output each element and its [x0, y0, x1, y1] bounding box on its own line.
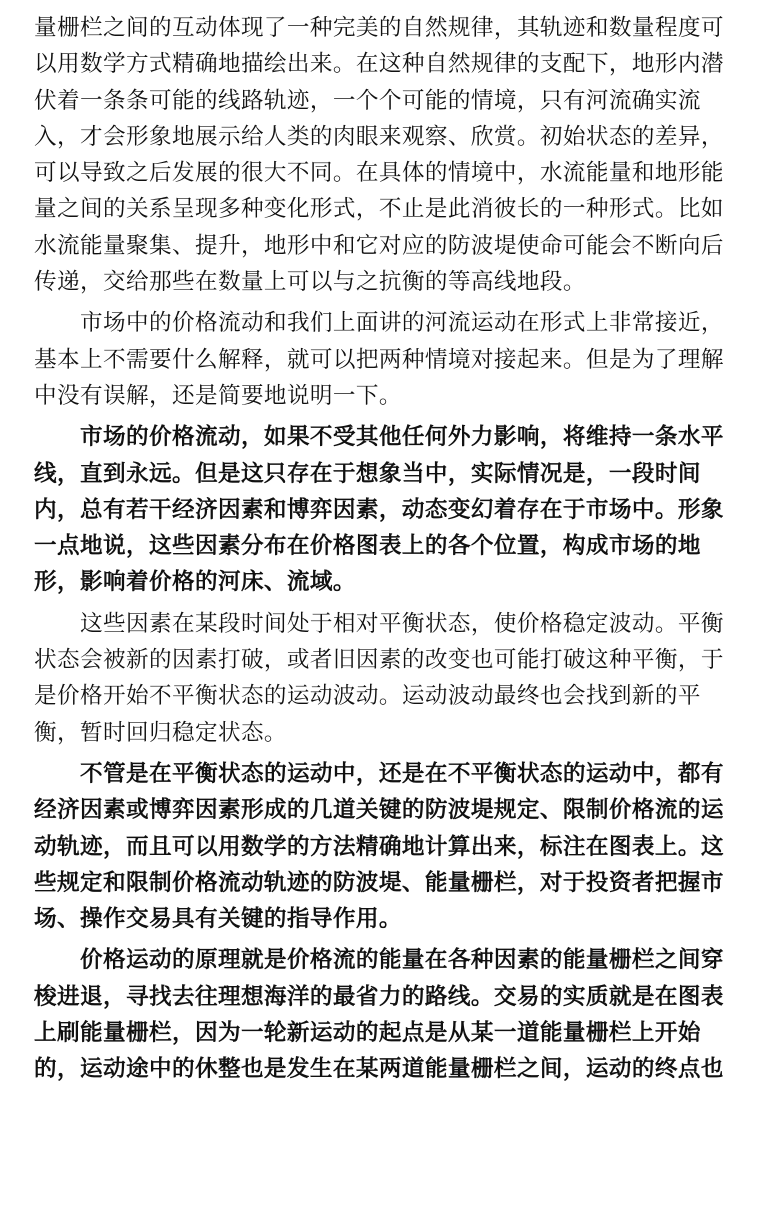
text-line: 上刷能量栅栏，因为一轮新运动的起点是从某一道能量栅栏上开始: [34, 1020, 701, 1047]
text-line: 可以导致之后发展的很大不同。在具体的情境中，水流能量和地形能: [34, 160, 724, 187]
text-line: 中没有误解，还是简要地说明一下。: [34, 382, 402, 409]
text-line: 是价格开始不平衡状态的运动波动。运动波动最终也会找到新的平: [34, 683, 701, 710]
text-line: 动轨迹，而且可以用数学的方法精确地计算出来，标注在图表上。这: [34, 833, 724, 860]
text-line: 水流能量聚集、提升，地形中和它对应的防波堤使命可能会不断向后: [34, 232, 724, 259]
document-page: [34, 10, 734, 1093]
text-line: 线，直到永远。但是这只存在于想象当中，实际情况是，一段时间: [34, 460, 701, 487]
text-line: 价格运动的原理就是价格流的能量在各种因素的能量栅栏之间穿: [80, 947, 724, 974]
text-line: 以用数学方式精确地描绘出来。在这种自然规律的支配下，地形内潜: [34, 51, 724, 78]
paragraph-breakwater-bold: [34, 756, 734, 937]
paragraph-continued: [34, 10, 734, 300]
text-line: 内，总有若干经济因素和博弈因素，动态变幻着存在于市场中。形象: [34, 496, 724, 523]
text-line: 量栅栏之间的互动体现了一种完美的自然规律，其轨迹和数量程度可: [34, 15, 724, 41]
text-line: 一点地说，这些因素分布在价格图表上的各个位置，构成市场的地: [34, 533, 701, 560]
text-line: 传递，交给那些在数量上可以与之抗衡的等高线地段。: [34, 269, 586, 296]
text-line: 市场的价格流动，如果不受其他任何外力影响，将维持一条水平: [80, 424, 724, 451]
text-line: 场、操作交易具有关键的指导作用。: [34, 906, 402, 933]
text-line: 梭进退，寻找去往理想海洋的最省力的路线。交易的实质就是在图表: [34, 983, 724, 1010]
text-line: 伏着一条条可能的线路轨迹，一个个可能的情境，只有河流确实流: [34, 87, 701, 114]
text-line: 量之间的关系呈现多种变化形式，不止是此消彼长的一种形式。比如: [34, 196, 724, 223]
text-line: 入，才会形象地展示给人类的肉眼来观察、欣赏。初始状态的差异，: [34, 123, 724, 150]
text-line: 市场中的价格流动和我们上面讲的河流运动在形式上非常接近，: [80, 310, 724, 337]
paragraph-balance: [34, 606, 734, 751]
text-line: 些规定和限制价格流动轨迹的防波堤、能量栅栏，对于投资者把握市: [34, 869, 724, 896]
text-line: 形，影响着价格的河床、流域。: [34, 569, 356, 596]
paragraph-market-flow: [34, 305, 734, 414]
text-line: 这些因素在某段时间处于相对平衡状态，使价格稳定波动。平衡: [80, 610, 724, 637]
text-line: 衡，暂时回归稳定状态。: [34, 719, 287, 746]
text-line: 基本上不需要什么解释，就可以把两种情境对接起来。但是为了理解: [34, 346, 724, 373]
paragraph-price-flow-bold: [34, 419, 734, 600]
text-line: 状态会被新的因素打破，或者旧因素的改变也可能打破这种平衡，于: [34, 647, 724, 674]
paragraph-principle-bold: [34, 942, 734, 1087]
text-line: 经济因素或博弈因素形成的几道关键的防波堤规定、限制价格流的运: [34, 797, 724, 824]
text-line: 不管是在平衡状态的运动中，还是在不平衡状态的运动中，都有: [80, 760, 724, 787]
text-line: 的，运动途中的休整也是发生在某两道能量栅栏之间，运动的终点也: [34, 1056, 724, 1083]
